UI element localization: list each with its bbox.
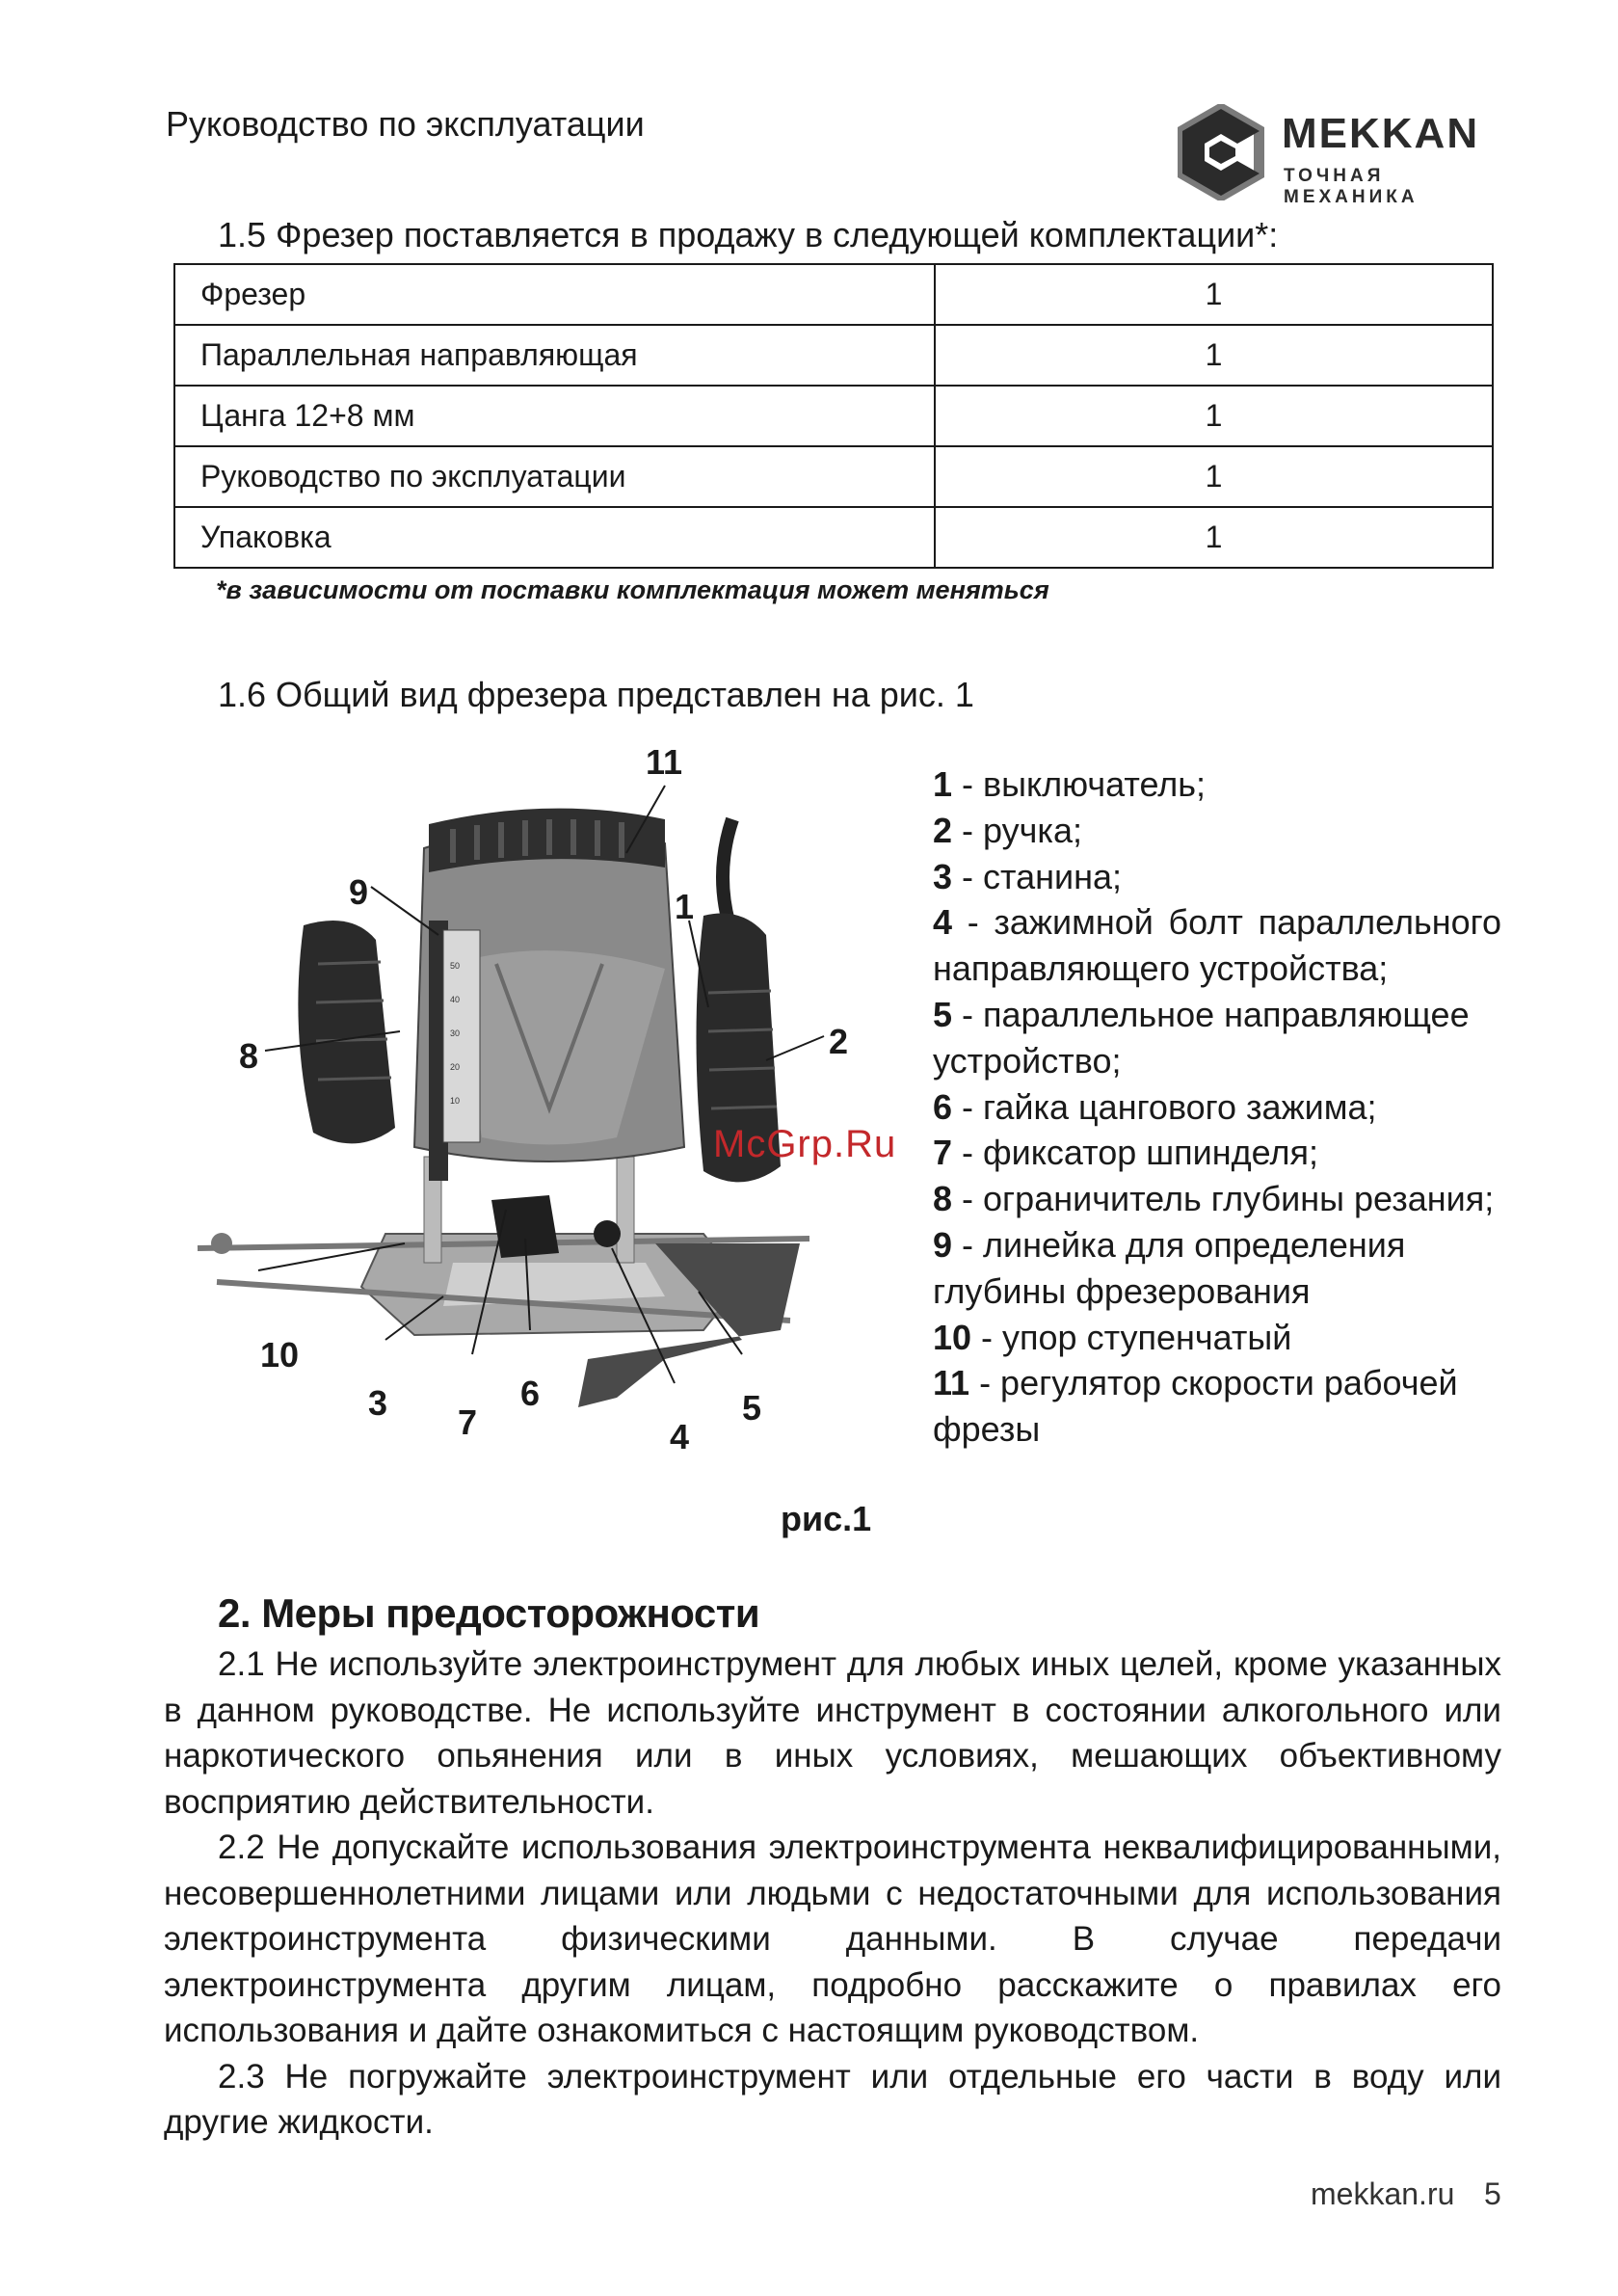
kit-item-name: Руководство по эксплуатации [174,446,935,507]
legend-item: 7 - фиксатор шпинделя; [933,1133,1318,1173]
callout-3: 3 [368,1383,388,1423]
header-title: Руководство по эксплуатации [166,104,645,144]
callout-1: 1 [675,887,695,926]
kit-item-qty: 1 [935,325,1493,386]
legend-item: 1 - выключатель; [933,764,1207,804]
brand-logo [1178,104,1510,207]
figure-caption: рис.1 [781,1499,872,1538]
table-row [174,386,1493,446]
legend-item: 2 - ручка; [933,810,1082,850]
kit-item-name: Фрезер [174,264,935,325]
legend-item: 9 - линейка для определения глубины фрезерования [933,1224,1406,1311]
paragraph: 2.2 Не допускайте использования электроинструмента неквалифицированными, несовершеннолетними лицами или людьми с недостаточными для использования электроинструмента физическими данными. В случае передачи электроинструмента другим лицам, подробно расскажите о правилах его использования и дайте ознакомиться с настоящим руководством. [164,1829,1501,2049]
kit-table [173,263,1494,569]
table-row [174,325,1493,386]
kit-item-name: Цанга 12+8 мм [174,386,935,446]
section-title: 2. Меры предосторожности [218,1590,760,1636]
kit-footnote: *в зависимости от поставки комплектация может меняться [216,575,1049,604]
legend-item: 6 - гайка цангового зажима; [933,1086,1377,1127]
callout-6: 6 [520,1374,541,1413]
logo-hexagon-icon [1178,104,1264,200]
router-figure [164,742,915,1475]
depth-scale-tick: 20 [450,1062,461,1072]
depth-scale-tick: 40 [450,995,461,1004]
footer-site: mekkan.ru [1311,2176,1455,2211]
callout-7: 7 [458,1402,478,1442]
legend-item: 5 - параллельное направляющее устройство; [933,994,1470,1081]
paragraph: 2.1 Не используйте электроинструмент для любых иных целей, кроме указанных в данном руководстве. Не используйте инструмент в состоянии алкогольного или наркотического опьянения или в иных условиях, мешающих объективному восприятию действительности. [164,1645,1501,1821]
depth-scale-tick: 30 [450,1028,461,1038]
figure-legend [933,761,1501,1453]
kit-item-qty: 1 [935,507,1493,568]
kit-item-qty: 1 [935,386,1493,446]
callout-5: 5 [742,1388,762,1428]
depth-scale-tick: 10 [450,1096,461,1106]
legend-item: 3 - станина; [933,856,1123,896]
legend-item: 10 - упор ступенчатый [933,1317,1292,1357]
callout-10: 10 [260,1335,300,1375]
page-number: 5 [1484,2176,1501,2211]
depth-scale-tick: 50 [450,961,461,971]
callout-4: 4 [670,1417,690,1456]
section-body [164,1642,1501,2146]
stop-knob [211,1233,232,1254]
left-handle [298,921,395,1143]
legend-item: 8 - ограничитель глубины резания; [933,1179,1495,1219]
callout-9: 9 [349,872,369,912]
table-row [174,264,1493,325]
table-row [174,507,1493,568]
logo-wordmark: MEKKAN [1282,110,1480,157]
clamp-knob [594,1220,621,1247]
callout-8: 8 [239,1036,259,1076]
kit-item-name: Параллельная направляющая [174,325,935,386]
kit-item-qty: 1 [935,446,1493,507]
figure-heading: 1.6 Общий вид фрезера представлен на рис. 1 [218,675,974,714]
callout-11: 11 [646,742,683,782]
legend-item: 11 - регулятор скорости рабочей фрезы [933,1363,1458,1450]
table-row [174,446,1493,507]
kit-item-qty: 1 [935,264,1493,325]
callout-2: 2 [829,1022,849,1061]
kit-heading: 1.5 Фрезер поставляется в продажу в следующей комплектации*: [218,215,1279,254]
watermark-text: McGrp.Ru [713,1123,897,1165]
legend-item: 4 - зажимной болт параллельного направляющего устройства; [933,902,1501,989]
kit-item-name: Упаковка [174,507,935,568]
paragraph: 2.3 Не погружайте электроинструмент или отдельные его части в воду или другие жидкости. [164,2057,1501,2141]
logo-tagline: ТОЧНАЯ МЕХАНИКА [1284,166,1419,207]
